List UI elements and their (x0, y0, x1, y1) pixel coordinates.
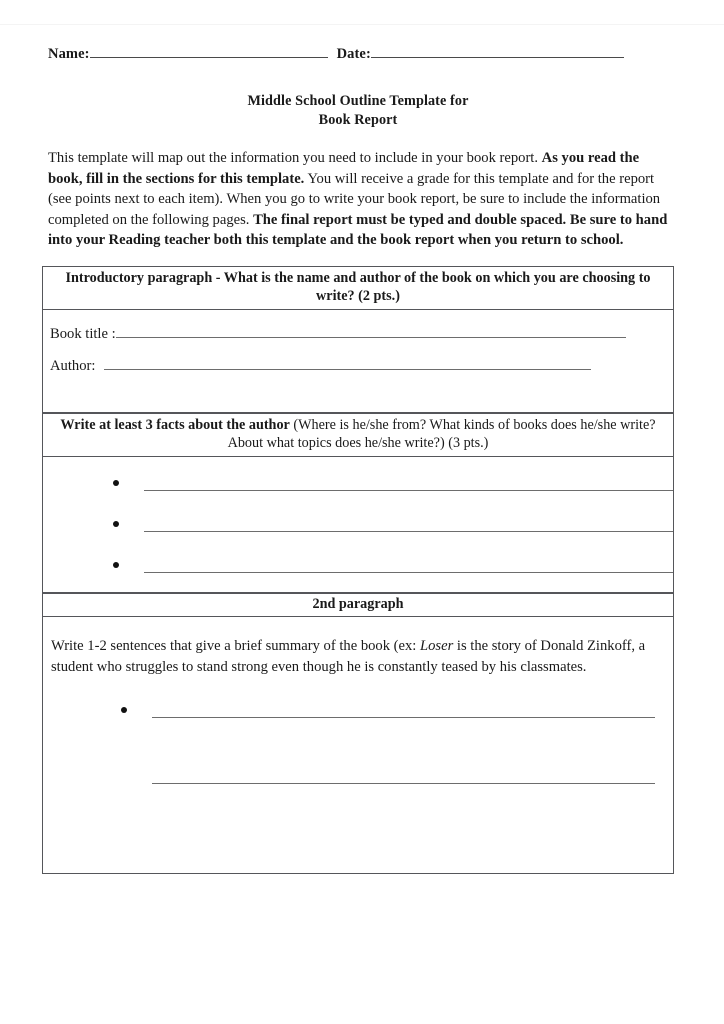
date-input-line[interactable] (371, 44, 624, 58)
bullet-point-icon (121, 707, 127, 713)
section-heading-second-paragraph (43, 594, 673, 617)
section-heading-regular-text: (Where is he/she from? What kinds of books does he/she write? About what topics does he/she write?) (3 pts.) (227, 416, 656, 452)
section-body-second-paragraph (43, 617, 673, 873)
list-item (43, 557, 673, 598)
section-heading-bold-text: Write at least 3 facts about the author (60, 416, 290, 433)
author-fact-input-line-3[interactable] (144, 557, 673, 573)
summary-book-title-italic: Loser (420, 638, 454, 655)
bullet-point-icon (113, 480, 119, 486)
author-input-line[interactable] (104, 356, 591, 370)
name-input-line[interactable] (90, 44, 328, 58)
section-body-author-facts (43, 457, 673, 592)
author-label: Author: (50, 357, 96, 374)
section-body-introductory-paragraph (43, 310, 673, 412)
section-heading-bold-text: 2nd paragraph (312, 595, 404, 612)
page-title (42, 92, 674, 130)
list-item (43, 475, 673, 516)
page-top-edge-rule (0, 24, 724, 25)
section-introductory-paragraph (42, 266, 674, 413)
section-author-facts (42, 413, 674, 593)
list-item (51, 702, 663, 743)
book-title-label: Book title : (50, 325, 116, 342)
summary-input-line-1[interactable] (152, 702, 655, 718)
section-second-paragraph (42, 593, 674, 874)
intro-run-4-bold: The final report must be typed and double spaced. Be sure to hand into your Reading teacher both this template and the book report when you return to school. (48, 211, 668, 249)
author-fact-input-line-2[interactable] (144, 516, 673, 532)
section-heading-bold-text: Introductory paragraph - What is the name and author of the book on which you are choosing to write? (2 pts.) (65, 269, 651, 305)
title-line-2: Book Report (318, 112, 398, 128)
section-heading-author-facts (43, 414, 673, 457)
intro-run-2-bold: As you read the book, fill in the sections for this template. (48, 150, 640, 187)
bullet-point-icon (113, 521, 119, 527)
author-fact-input-line-1[interactable] (144, 475, 673, 491)
summary-run-2: is the story of Donald Zinkoff, a student who struggles to stand strong even though he is constantly teased by his classmates. (51, 638, 646, 675)
book-title-input-line[interactable] (116, 324, 626, 338)
title-line-1: Middle School Outline Template for (247, 93, 469, 109)
document-content (42, 44, 674, 874)
summary-instructions (51, 636, 663, 677)
intro-run-3: You will receive a grade for this template and for the report (see points next to each item). When you go to write your book report, be sure to include the information completed on the following pages. (48, 170, 661, 228)
section-heading-introductory-paragraph (43, 267, 673, 310)
name-label: Name: (48, 46, 90, 62)
summary-answer-block (51, 702, 663, 784)
book-title-field-row (43, 324, 673, 356)
summary-input-line-2[interactable] (152, 768, 655, 784)
bullet-point-icon (113, 562, 119, 568)
intro-run-1: This template will map out the information you need to include in your book report. (48, 150, 542, 166)
name-date-row (42, 44, 674, 70)
date-label: Date: (336, 46, 371, 62)
author-field-row (43, 356, 673, 388)
intro-paragraph (42, 148, 674, 251)
list-item (43, 516, 673, 557)
summary-run-1: Write 1-2 sentences that give a brief summary of the book (ex: (51, 638, 420, 655)
